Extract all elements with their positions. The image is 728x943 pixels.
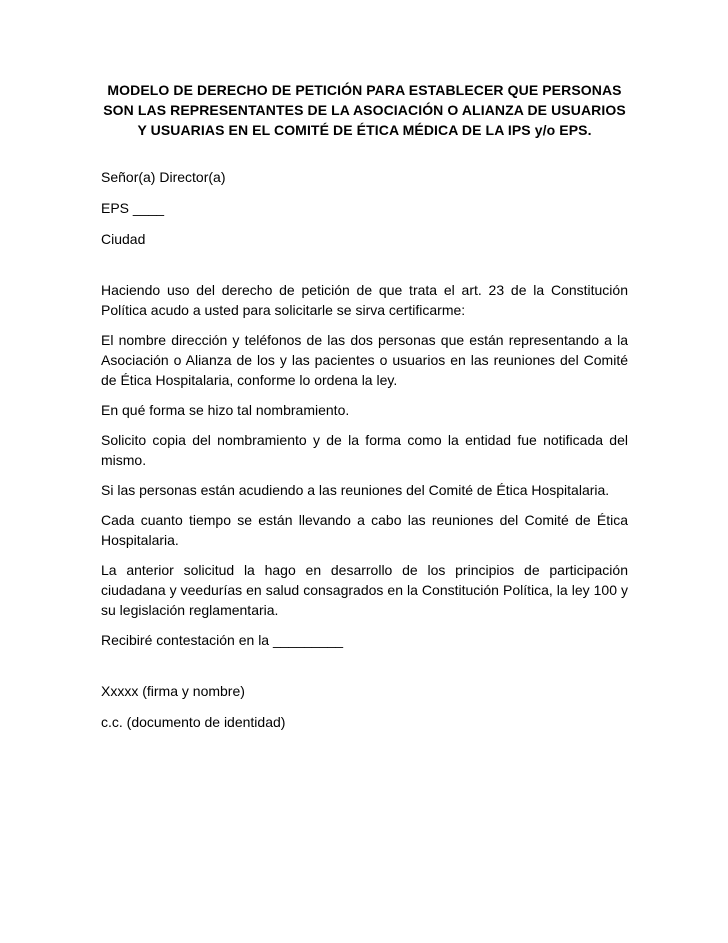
- paragraph-legal-basis: La anterior solicitud la hago en desarrollo de los principios de participación ciudadana y veedurías en salud consagrados en la Constitución Política, la ley 100 y su legislación reglamentaria.: [101, 562, 628, 618]
- document-page: [101, 80, 628, 743]
- paragraph-copy-request: Solicito copia del nombramiento y de la forma como la entidad fue notificada del mismo.: [101, 432, 628, 468]
- signature-block: [101, 681, 628, 732]
- paragraph-reply-address: Recibiré contestación en la _________: [101, 632, 344, 648]
- addressee-block: [101, 167, 628, 249]
- signature-name: Xxxxx (firma y nombre): [101, 683, 245, 699]
- addressee-line-eps: EPS ____: [101, 200, 165, 216]
- paragraph-appointment-form: En qué forma se hizo tal nombramiento.: [101, 402, 350, 418]
- paragraph-intro: Haciendo uso del derecho de petición de que trata el art. 23 de la Constitución Política acudo a usted para solicitarle se sirva certificarme:: [101, 282, 628, 318]
- paragraph-names: El nombre dirección y teléfonos de las dos personas que están representando a la Asociación o Alianza de los y las pacientes o usuarios en las reuniones del Comité de Ética Hospitalaria, conforme lo ordena la ley.: [101, 332, 628, 388]
- document-title: MODELO DE DERECHO DE PETICIÓN PARA ESTABLECER QUE PERSONAS SON LAS REPRESENTANTES DE LA ASOCIACIÓN O ALIANZA DE USUARIOS Y USUARIAS EN EL COMITÉ DE ÉTICA MÉDICA DE LA IPS y/o EPS.: [103, 82, 626, 138]
- signature-id: c.c. (documento de identidad): [101, 714, 286, 730]
- addressee-line-director: Señor(a) Director(a): [101, 169, 226, 185]
- addressee-line-city: Ciudad: [101, 231, 146, 247]
- letter-body: [101, 280, 628, 650]
- paragraph-attendance: Si las personas están acudiendo a las reuniones del Comité de Ética Hospitalaria.: [101, 482, 610, 498]
- paragraph-frequency: Cada cuanto tiempo se están llevando a cabo las reuniones del Comité de Ética Hospitalaria.: [101, 512, 628, 548]
